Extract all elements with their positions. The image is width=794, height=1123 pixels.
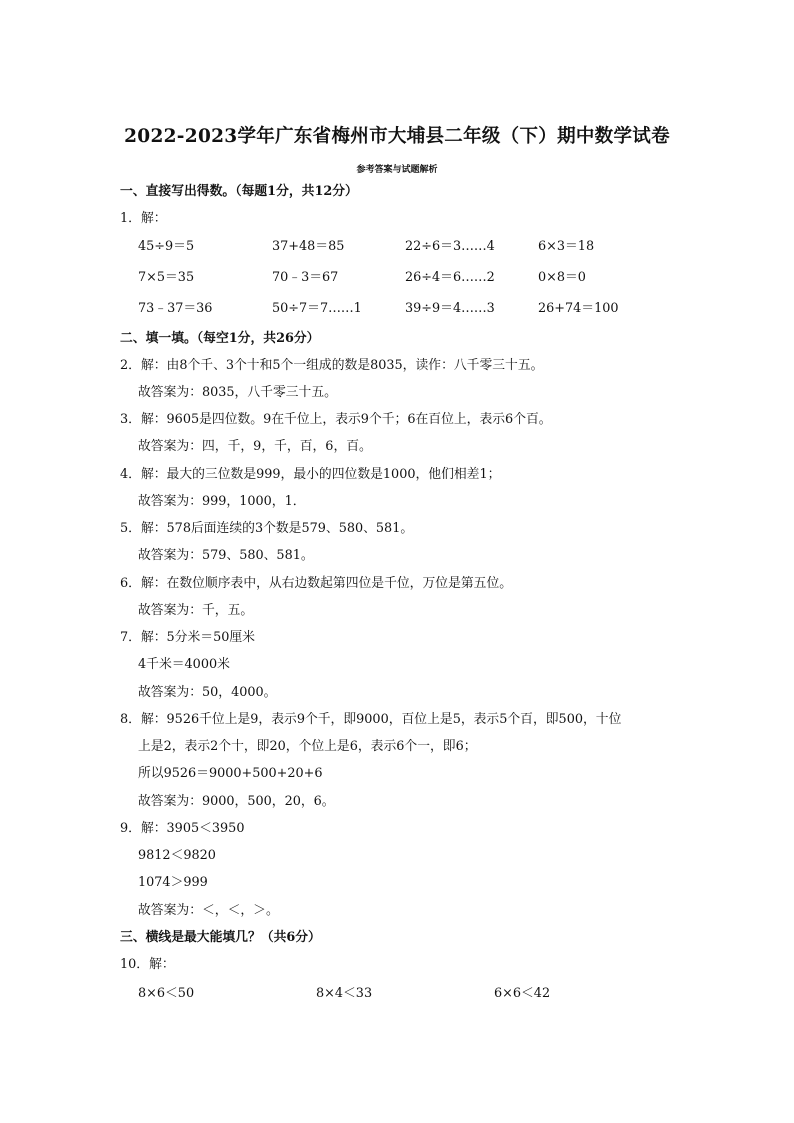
answer-line: 8．解：9526千位上是9，表示9个千，即9000，百位上是5，表示5个百，即500，十位 [120, 712, 622, 727]
calc-cell: 73﹣37＝36 [138, 301, 213, 316]
section-heading-2: 二、填一填。（每空1分，共26分） [120, 331, 320, 346]
question-10-label: 10．解： [120, 957, 175, 972]
page-title: 2022-2023学年广东省梅州市大埔县二年级（下）期中数学试卷 [124, 126, 670, 147]
page-subtitle: 参考答案与试题解析 [356, 165, 438, 175]
calc-cell: 0×8＝0 [538, 270, 586, 285]
calc-cell: 39÷9＝4……3 [405, 301, 495, 316]
calc-cell: 22÷6＝3……4 [405, 239, 495, 254]
answer-line: 5．解：578后面连续的3个数是579、580、581。 [120, 521, 414, 536]
calc-cell: 50÷7＝7……1 [272, 301, 362, 316]
question-1-label: 1．解： [120, 211, 167, 226]
answer-line: 故答案为：579、580、581。 [138, 548, 314, 563]
answer-line: 故答案为：四，千，9，千，百，6，百。 [138, 439, 372, 454]
answer-line: 故答案为：999，1000，1． [138, 494, 306, 509]
answer-line: 6．解：在数位顺序表中，从右边数起第四位是千位，万位是第五位。 [120, 576, 513, 591]
answer-line: 上是2，表示2个十，即20，个位上是6，表示6个一，即6； [138, 739, 477, 754]
calc-cell: 7×5＝35 [138, 270, 195, 285]
calc-cell: 26+74＝100 [538, 301, 619, 316]
answer-line: 3．解：9605是四位数。9在千位上，表示9个千；6在百位上，表示6个百。 [120, 412, 552, 427]
answer-line: 4千米＝4000米 [138, 657, 230, 672]
calc-cell: 45÷9＝5 [138, 239, 195, 254]
answer-line: 9812＜9820 [138, 848, 216, 863]
calc-cell: 37+48＝85 [272, 239, 345, 254]
answer-line: 故答案为：＜，＜，＞。 [138, 903, 279, 918]
answer-line: 4．解：最大的三位数是999，最小的四位数是1000，他们相差1； [120, 467, 501, 482]
calc-cell: 6×3＝18 [538, 239, 595, 254]
inequality-cell: 8×6＜50 [138, 986, 195, 1001]
answer-line: 故答案为：9000，500，20，6。 [138, 794, 335, 809]
answer-line: 故答案为：8035，八千零三十五。 [138, 385, 337, 400]
answer-line: 故答案为：千，五。 [138, 603, 254, 618]
answer-line: 7．解：5分米＝50厘米 [120, 630, 255, 645]
inequality-cell: 6×6＜42 [494, 986, 551, 1001]
answer-line: 9．解：3905＜3950 [120, 821, 245, 836]
calc-cell: 70﹣3＝67 [272, 270, 339, 285]
section-heading-1: 一、直接写出得数。（每题1分，共12分） [120, 184, 358, 199]
answer-line: 所以9526＝9000+500+20+6 [138, 766, 323, 781]
inequality-cell: 8×4＜33 [316, 986, 373, 1001]
calc-cell: 26÷4＝6……2 [405, 270, 495, 285]
section-heading-3: 三、横线是最大能填几？（共6分） [120, 930, 321, 945]
answer-line: 1074＞999 [138, 875, 208, 890]
answer-line: 2．解：由8个千、3个十和5个一组成的数是8035，读作：八千零三十五。 [120, 358, 544, 373]
answer-line: 故答案为：50，4000。 [138, 685, 277, 700]
